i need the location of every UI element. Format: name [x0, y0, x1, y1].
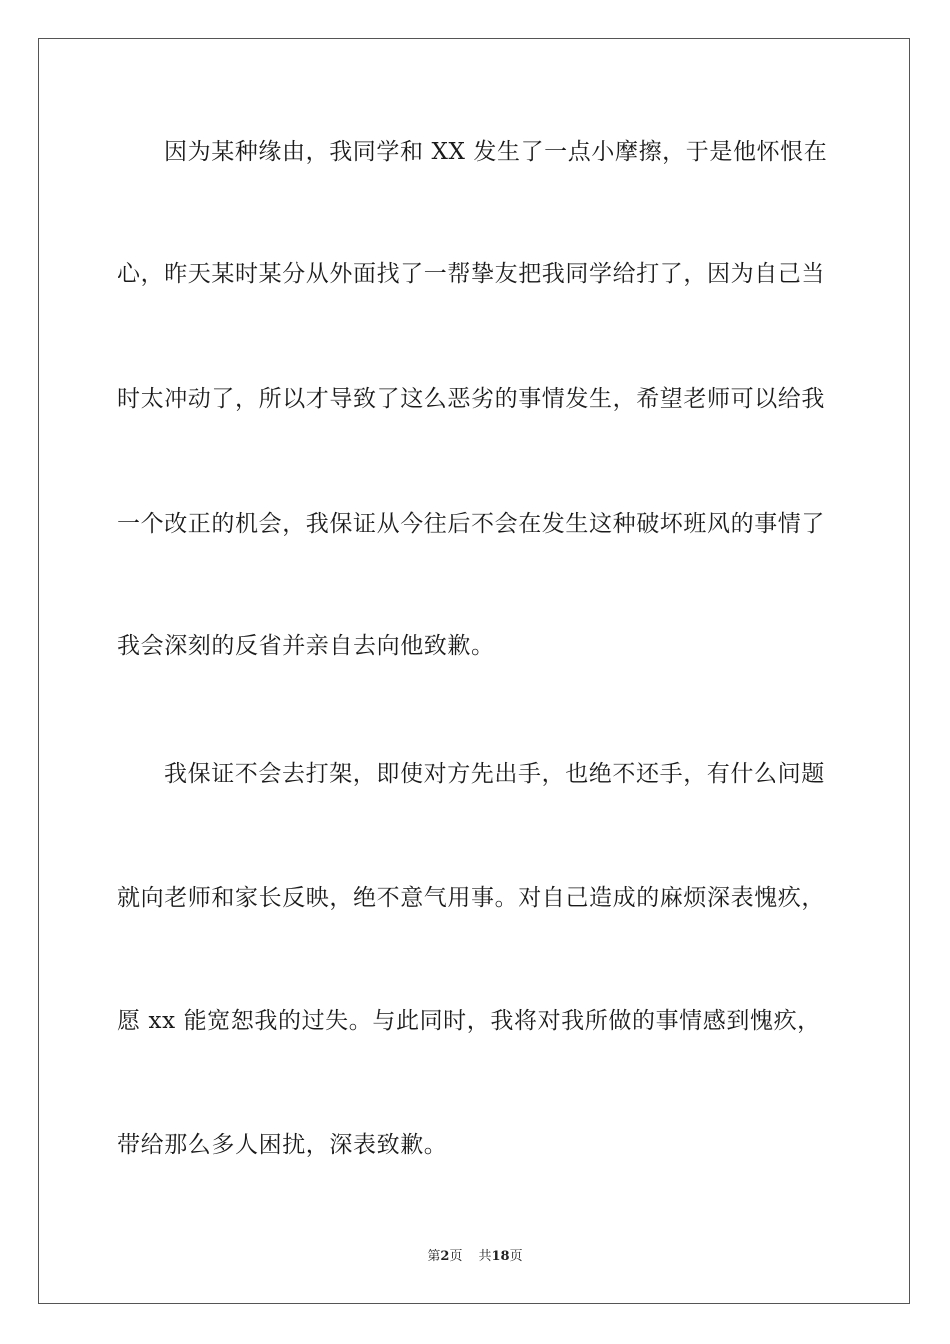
- paragraph-2-line-3: 愿 xx 能宽恕我的过失。与此同时，我将对我所做的事情感到愧疚，: [117, 1008, 821, 1034]
- total-suffix: 页: [509, 1249, 523, 1264]
- total-prefix: 共: [478, 1249, 492, 1264]
- paragraph-1-line-1: 因为某种缘由，我同学和 XX 发生了一点小摩擦，于是他怀恨在: [164, 139, 828, 165]
- paragraph-2-line-1: 我保证不会去打架，即使对方先出手，也绝不还手，有什么问题: [164, 761, 825, 787]
- paragraph-2-line-4: 带给那么多人困扰，深表致歉。: [117, 1132, 448, 1158]
- page-footer: [0, 1248, 950, 1266]
- page-border: [38, 38, 910, 1304]
- page-suffix: 页: [449, 1249, 463, 1264]
- paragraph-1-line-2: 心，昨天某时某分从外面找了一帮挚友把我同学给打了，因为自己当: [117, 261, 825, 287]
- page-prefix: 第: [427, 1249, 441, 1264]
- paragraph-2-line-2: 就向老师和家长反映，绝不意气用事。对自己造成的麻烦深表愧疚，: [117, 885, 825, 911]
- paragraph-1-line-3: 时太冲动了，所以才导致了这么恶劣的事情发生，希望老师可以给我: [117, 386, 825, 412]
- total-pages: 18: [491, 1249, 510, 1264]
- paragraph-1-line-4: 一个改正的机会，我保证从今往后不会在发生这种破坏班风的事情了: [117, 511, 825, 537]
- paragraph-1-line-5: 我会深刻的反省并亲自去向他致歉。: [117, 633, 495, 659]
- page-number: 2: [440, 1249, 450, 1264]
